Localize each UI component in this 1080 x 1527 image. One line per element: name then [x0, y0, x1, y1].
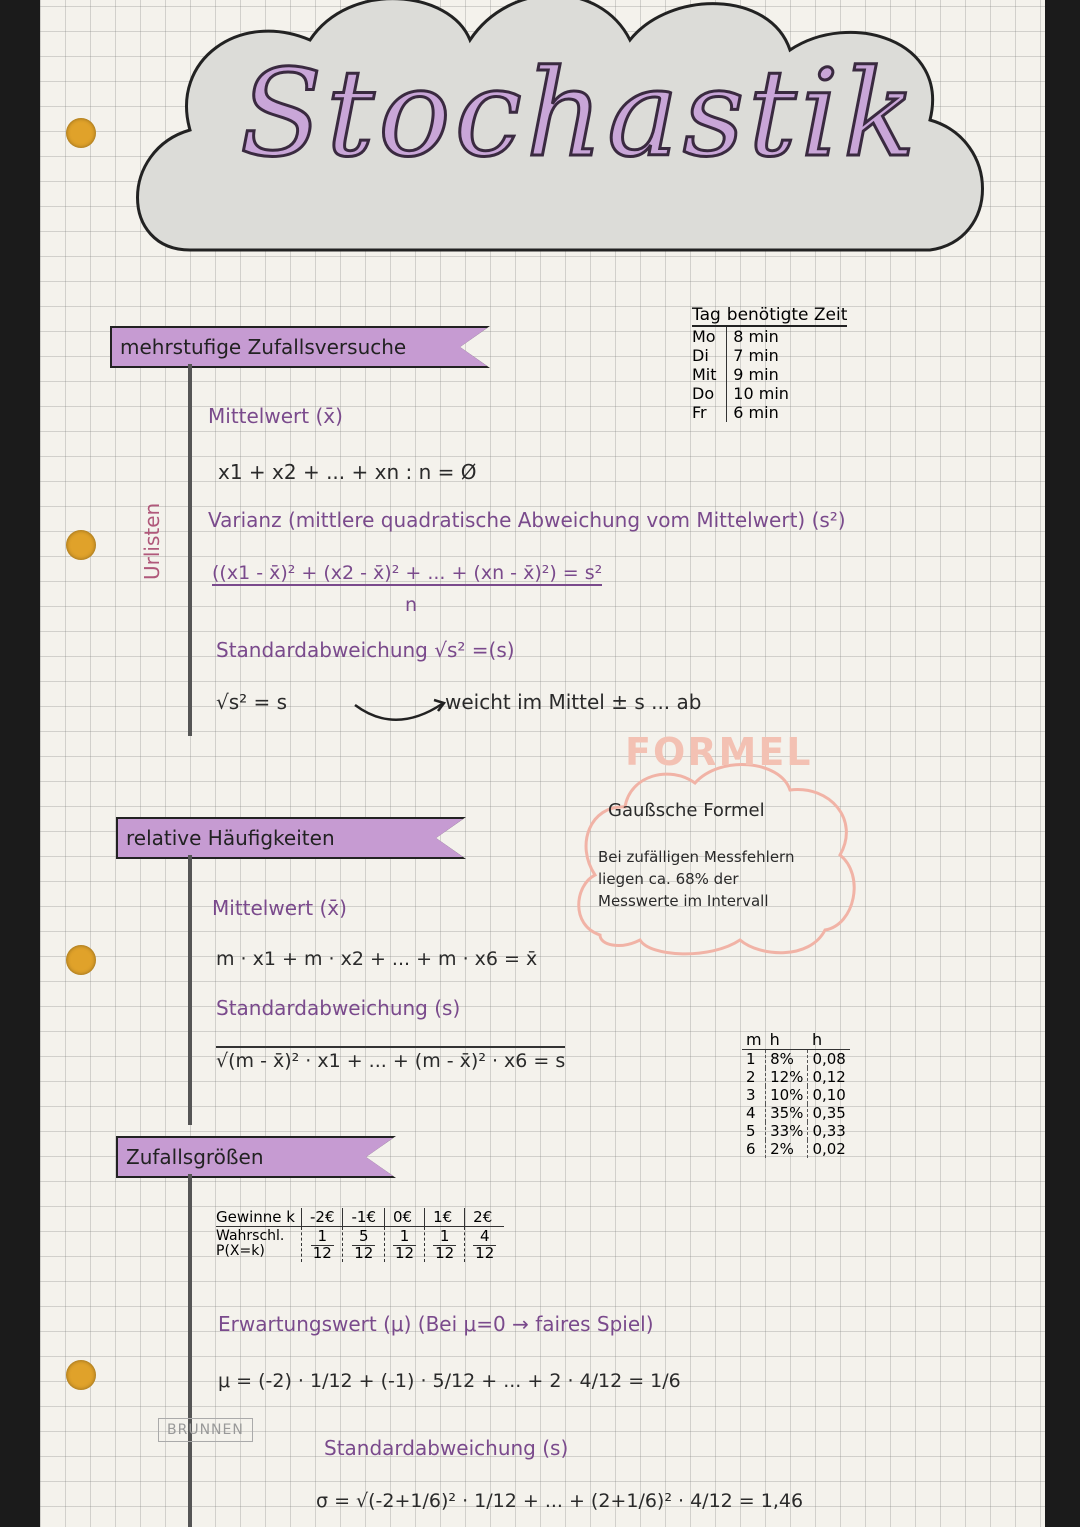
gewinn-probability	[465, 1227, 505, 1262]
time-table-day: Fr	[692, 403, 727, 422]
mittelwert2-formula: m · x1 + m · x2 + ... + m · x6 = x̄	[216, 948, 538, 970]
mittelwert2-label: Mittelwert (x̄)	[212, 896, 347, 920]
time-table	[692, 305, 847, 422]
freq-table-cell: 12%	[766, 1068, 808, 1086]
gewinn-row-label: P(X=k)	[216, 1243, 265, 1260]
gewinn-value: 1€	[425, 1208, 465, 1227]
freq-table-cell: 8%	[766, 1050, 808, 1069]
banner-mehrstufige	[110, 326, 460, 368]
gewinn-prob-labels	[216, 1227, 301, 1262]
std-label: Standardabweichung √s² =(s)	[216, 638, 515, 662]
section2-line	[188, 855, 192, 1125]
erwartung-label: Erwartungswert (μ) (Bei μ=0 → faires Spiel)	[218, 1312, 654, 1336]
fraction-numerator: 1	[311, 1229, 334, 1246]
time-table-minutes: 6 min	[733, 403, 779, 422]
freq-table-cell: 35%	[766, 1104, 808, 1122]
time-table-row	[692, 384, 847, 403]
gewinn-value: 0€	[384, 1208, 424, 1227]
std3-formula: σ = √(-2+1/6)² · 1/12 + ... + (2+1/6)² · 4/12 = 1,46	[316, 1490, 804, 1512]
std2-formula: √(m - x̄)² · x1 + ... + (m - x̄)² · x6 = s	[216, 1046, 565, 1072]
time-table-row	[692, 326, 847, 346]
fraction-denominator: 12	[312, 1243, 332, 1262]
std-formula: √s² = s	[216, 690, 288, 714]
varianz-denominator: n	[405, 594, 418, 616]
fraction-numerator: 1	[393, 1229, 416, 1246]
mittelwert-label: Mittelwert (x̄)	[208, 404, 343, 428]
freq-table-header: m	[746, 1030, 762, 1049]
varianz-numerator: ((x1 - x̄)² + (x2 - x̄)² + ... + (xn - x̄)²) = s²	[212, 562, 603, 584]
freq-table-cell: 0,33	[808, 1122, 850, 1140]
freq-table-cell: 0,10	[808, 1086, 850, 1104]
binder-hole	[66, 1360, 96, 1390]
page-title: Stochastik	[240, 45, 920, 184]
gewinn-probability	[425, 1227, 465, 1262]
freq-table-cell: 0,12	[808, 1068, 850, 1086]
freq-table-cell: 5	[746, 1122, 756, 1140]
freq-table-cell: 33%	[766, 1122, 808, 1140]
fraction-numerator: 5	[352, 1229, 375, 1246]
arrow-icon	[350, 690, 450, 730]
gewinn-value: 2€	[465, 1208, 505, 1227]
freq-table-cell: 10%	[766, 1086, 808, 1104]
side-label-urlisten: Urlisten	[140, 502, 164, 580]
time-table-header: benötigte Zeit	[726, 305, 848, 325]
fraction-denominator: 12	[435, 1243, 455, 1262]
freq-table-cell: 0,35	[808, 1104, 850, 1122]
freq-table-cell: 6	[746, 1140, 756, 1158]
formel-text-line2: liegen ca. 68% der	[598, 870, 739, 888]
time-table-row	[692, 403, 847, 422]
fraction-denominator: 12	[354, 1243, 374, 1262]
fraction-denominator: 12	[394, 1243, 415, 1262]
formel-text-line1: Bei zufälligen Messfehlern	[598, 848, 795, 866]
freq-table-cell: 0,08	[808, 1050, 850, 1069]
freq-table-row	[742, 1068, 850, 1086]
formel-subtitle: Gaußsche Formel	[608, 800, 765, 821]
fraction-numerator: 4	[473, 1229, 496, 1246]
time-table-minutes: 10 min	[733, 384, 789, 403]
freq-table-row	[742, 1104, 850, 1122]
banner-label: Zufallsgrößen	[126, 1145, 264, 1169]
banner-label: mehrstufige Zufallsversuche	[120, 335, 407, 359]
probability-fraction	[311, 1229, 334, 1262]
std3-label: Standardabweichung (s)	[324, 1436, 569, 1460]
time-table-row	[692, 365, 847, 384]
formel-title: FORMEL	[625, 730, 813, 774]
freq-table-header: h	[811, 1030, 823, 1049]
brand-logo: BRUNNEN	[158, 1418, 253, 1442]
banner-label: relative Häufigkeiten	[126, 826, 335, 850]
freq-table-cell: 4	[746, 1104, 756, 1122]
gewinn-value: -1€	[343, 1208, 385, 1227]
probability-fraction	[473, 1229, 496, 1262]
gewinn-value: -2€	[301, 1208, 343, 1227]
section3-line	[188, 1174, 192, 1527]
probability-fraction	[433, 1229, 456, 1262]
time-table-day: Mo	[692, 326, 727, 346]
mittelwert-formula: x1 + x2 + ... + xn : n = Ø	[218, 460, 477, 484]
gewinn-table	[216, 1208, 504, 1262]
section1-line	[188, 364, 192, 736]
binder-hole	[66, 118, 96, 148]
freq-table-cell: 0,02	[808, 1140, 850, 1158]
freq-table-cell: 3	[746, 1086, 756, 1104]
gewinn-probability	[384, 1227, 424, 1262]
time-table-day: Mit	[692, 365, 727, 384]
gewinn-row-label: Gewinne k	[216, 1208, 301, 1227]
freq-table-cell: 2	[746, 1068, 756, 1086]
freq-table-row	[742, 1140, 850, 1158]
time-table-header: Tag	[692, 305, 727, 326]
time-table-row	[692, 346, 847, 365]
time-table-minutes: 8 min	[733, 327, 779, 346]
freq-table-row	[742, 1086, 850, 1104]
banner-relative-haeufigkeiten	[116, 817, 436, 859]
freq-table-cell: 1	[742, 1050, 766, 1069]
time-table-minutes: 7 min	[733, 346, 779, 365]
time-table-day: Di	[692, 346, 727, 365]
fraction-numerator: 1	[433, 1229, 456, 1246]
gewinn-probability	[343, 1227, 385, 1262]
notebook-page	[40, 0, 1045, 1527]
probability-fraction	[352, 1229, 375, 1262]
gewinn-row-label: Wahrschl.	[216, 1228, 285, 1244]
std2-label: Standardabweichung (s)	[216, 996, 461, 1020]
gewinn-probability	[301, 1227, 343, 1262]
freq-table-cell: 2%	[766, 1140, 808, 1158]
freq-table-row	[742, 1122, 850, 1140]
binder-hole	[66, 530, 96, 560]
varianz-label: Varianz (mittlere quadratische Abweichung vom Mittelwert) (s²)	[208, 508, 846, 532]
time-table-minutes: 9 min	[733, 365, 779, 384]
freq-table-row	[742, 1050, 850, 1069]
time-table-day: Do	[692, 384, 727, 403]
freq-table	[742, 1030, 850, 1158]
std-note: weicht im Mittel ± s ... ab	[445, 690, 702, 714]
erwartung-formula: μ = (-2) · 1/12 + (-1) · 5/12 + ... + 2 · 4/12 = 1/6	[218, 1370, 681, 1392]
fraction-denominator: 12	[475, 1243, 495, 1262]
binder-hole	[66, 945, 96, 975]
probability-fraction	[393, 1229, 416, 1262]
banner-zufallsgroessen	[116, 1136, 366, 1178]
freq-table-header: h	[769, 1030, 780, 1049]
formel-text-line3: Messwerte im Intervall	[598, 892, 769, 910]
